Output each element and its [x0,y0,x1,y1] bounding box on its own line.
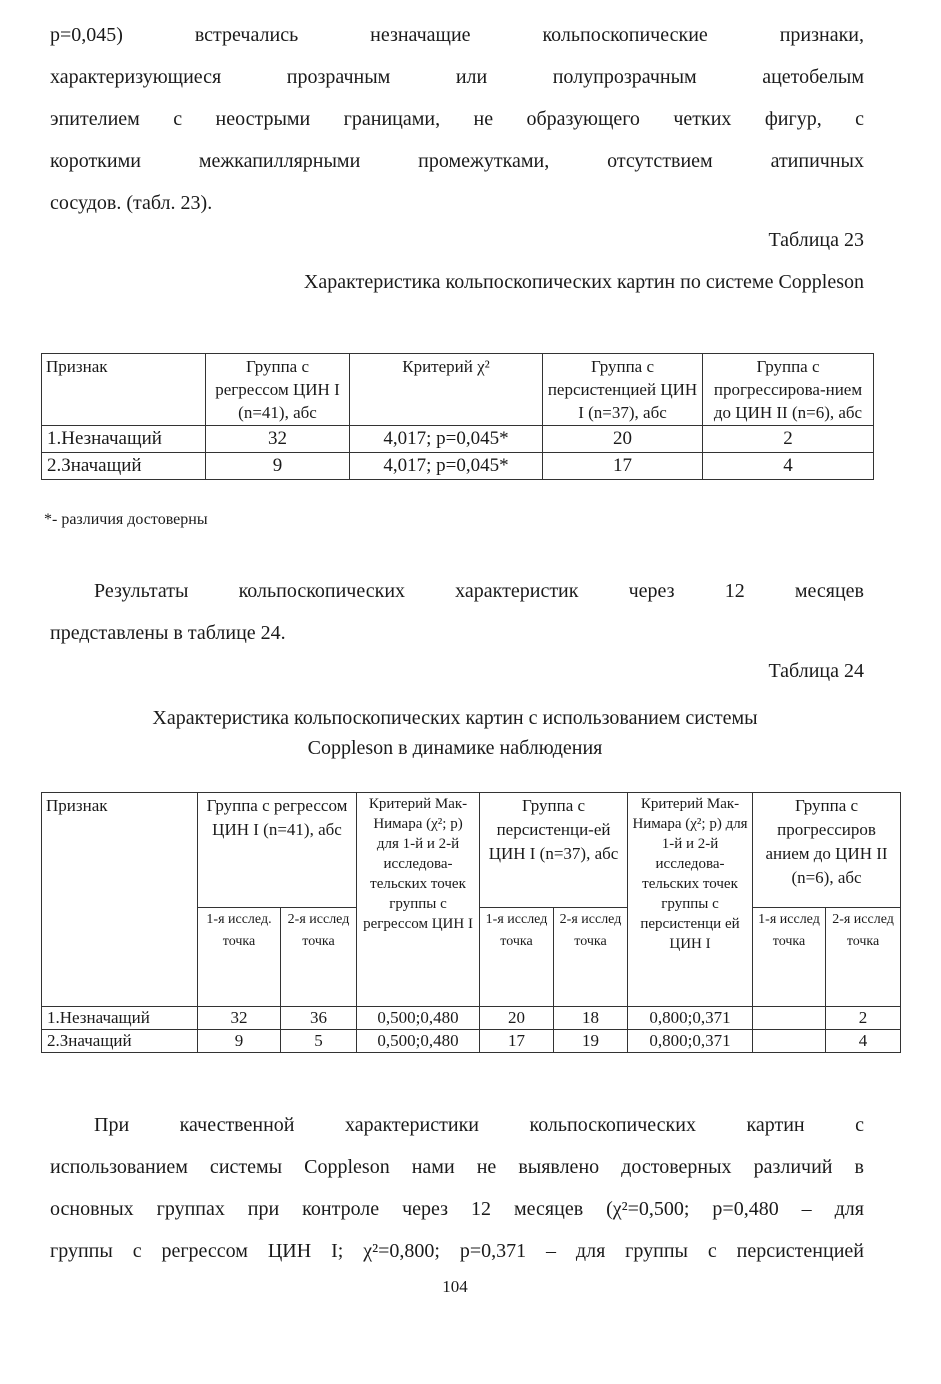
subheader-point-2: 2-я исслед точка [281,908,357,1007]
title-line: Характеристика кольпоскопических картин с использованием системы [152,707,758,729]
cell: 2 [703,426,874,453]
subheader-point-1: 1-я исслед точка [480,908,554,1007]
cell [753,1030,826,1053]
header-criterion: Критерий χ² [350,354,543,426]
table-23-footnote: *- различия достоверны [44,511,208,528]
table-23 [41,353,874,480]
subheader-point-1: 1-я исслед точка [753,908,826,1007]
header-group-persist: Группа с персистенци-ей ЦИН I (n=37), абс [480,793,628,908]
cell: 0,500;0,480 [357,1007,480,1030]
table-23-title: Характеристика кольпоскопических картин по системе Coppleson [303,271,864,293]
cell: 4,017; p=0,045* [350,453,543,480]
cell: 20 [543,426,703,453]
paragraph-intro [50,14,864,182]
table-row [42,1007,901,1030]
text-line: Результаты кольпоскопических характеристик через 12 месяцев [94,580,864,602]
table-row [42,426,874,453]
row-label: 1.Незначащий [42,1007,198,1030]
header-group-progress: Группа с прогрессиров анием до ЦИН II (n=6), абс [753,793,901,908]
header-group-regress: Группа с регрессом ЦИН I (n=41), абс [198,793,357,908]
cell: 9 [198,1030,281,1053]
cell: 4 [826,1030,901,1053]
text-line: короткими межкапиллярными промежутками, отсутствием атипичных [50,150,864,172]
table-header-row [42,354,874,426]
title-line: Coppleson в динамике наблюдения [307,737,603,759]
table-24-label: Таблица 24 [768,660,864,682]
page-number: 104 [442,1277,468,1296]
cell: 4,017; p=0,045* [350,426,543,453]
table-row [42,453,874,480]
cell: 20 [480,1007,554,1030]
text-line: эпителием с неострыми границами, не образующего четких фигур, с [50,108,864,130]
header-criterion-regress: Критерий Мак-Нимара (χ²; p) для 1-й и 2-й исследова-тельских точек группы с регрессом ЦИН I [357,793,480,1007]
row-label: 1.Незначащий [42,426,206,453]
cell [753,1007,826,1030]
table-24-title [40,703,870,763]
cell: 17 [543,453,703,480]
cell: 17 [480,1030,554,1053]
header-criterion-persist: Критерий Мак-Нимара (χ²; p) для 1-й и 2-й исследова-тельских точек группы с персистенци ей ЦИН I [628,793,753,1007]
subheader-point-2: 2-я исслед точка [826,908,901,1007]
text-line: основных группах при контроле через 12 месяцев (χ²=0,500; p=0,480 – для [50,1198,864,1220]
header-group-regress: Группа с регрессом ЦИН I (n=41), абс [206,354,350,426]
row-label: 2.Значащий [42,453,206,480]
header-feature: Признак [42,354,206,426]
header-feature: Признак [42,793,198,1007]
text-line: При качественной характеристики кольпоскопических картин с [94,1114,864,1136]
cell: 0,800;0,371 [628,1030,753,1053]
text-line: использованием системы Coppleson нами не выявлено достоверных различий в [50,1156,864,1178]
cell: 32 [198,1007,281,1030]
text-line: представлены в таблице 24. [50,622,286,644]
cell: 2 [826,1007,901,1030]
table-24 [41,792,901,1053]
cell: 4 [703,453,874,480]
cell: 19 [554,1030,628,1053]
header-group-persist: Группа с персистенцией ЦИН I (n=37), абс [543,354,703,426]
text-line: характеризующиеся прозрачным или полупрозрачным ацетобелым [50,66,864,88]
header-group-progress: Группа с прогрессирова-нием до ЦИН II (n=6), абс [703,354,874,426]
cell: 9 [206,453,350,480]
table-row [42,1030,901,1053]
row-label: 2.Значащий [42,1030,198,1053]
paragraph-conclusion [50,1104,864,1272]
table-header-row [42,793,901,908]
subheader-point-1: 1-я исслед. точка [198,908,281,1007]
cell: 32 [206,426,350,453]
table-23-label: Таблица 23 [768,229,864,251]
cell: 18 [554,1007,628,1030]
text-line: сосудов. (табл. 23). [50,192,213,214]
cell: 0,800;0,371 [628,1007,753,1030]
cell: 0,500;0,480 [357,1030,480,1053]
cell: 5 [281,1030,357,1053]
text-line: группы с регрессом ЦИН I; χ²=0,800; p=0,371 – для группы с персистенцией [50,1240,864,1262]
text-line: p=0,045) встречались незначащие кольпоскопические признаки, [50,24,864,46]
subheader-point-2: 2-я исслед точка [554,908,628,1007]
cell: 36 [281,1007,357,1030]
